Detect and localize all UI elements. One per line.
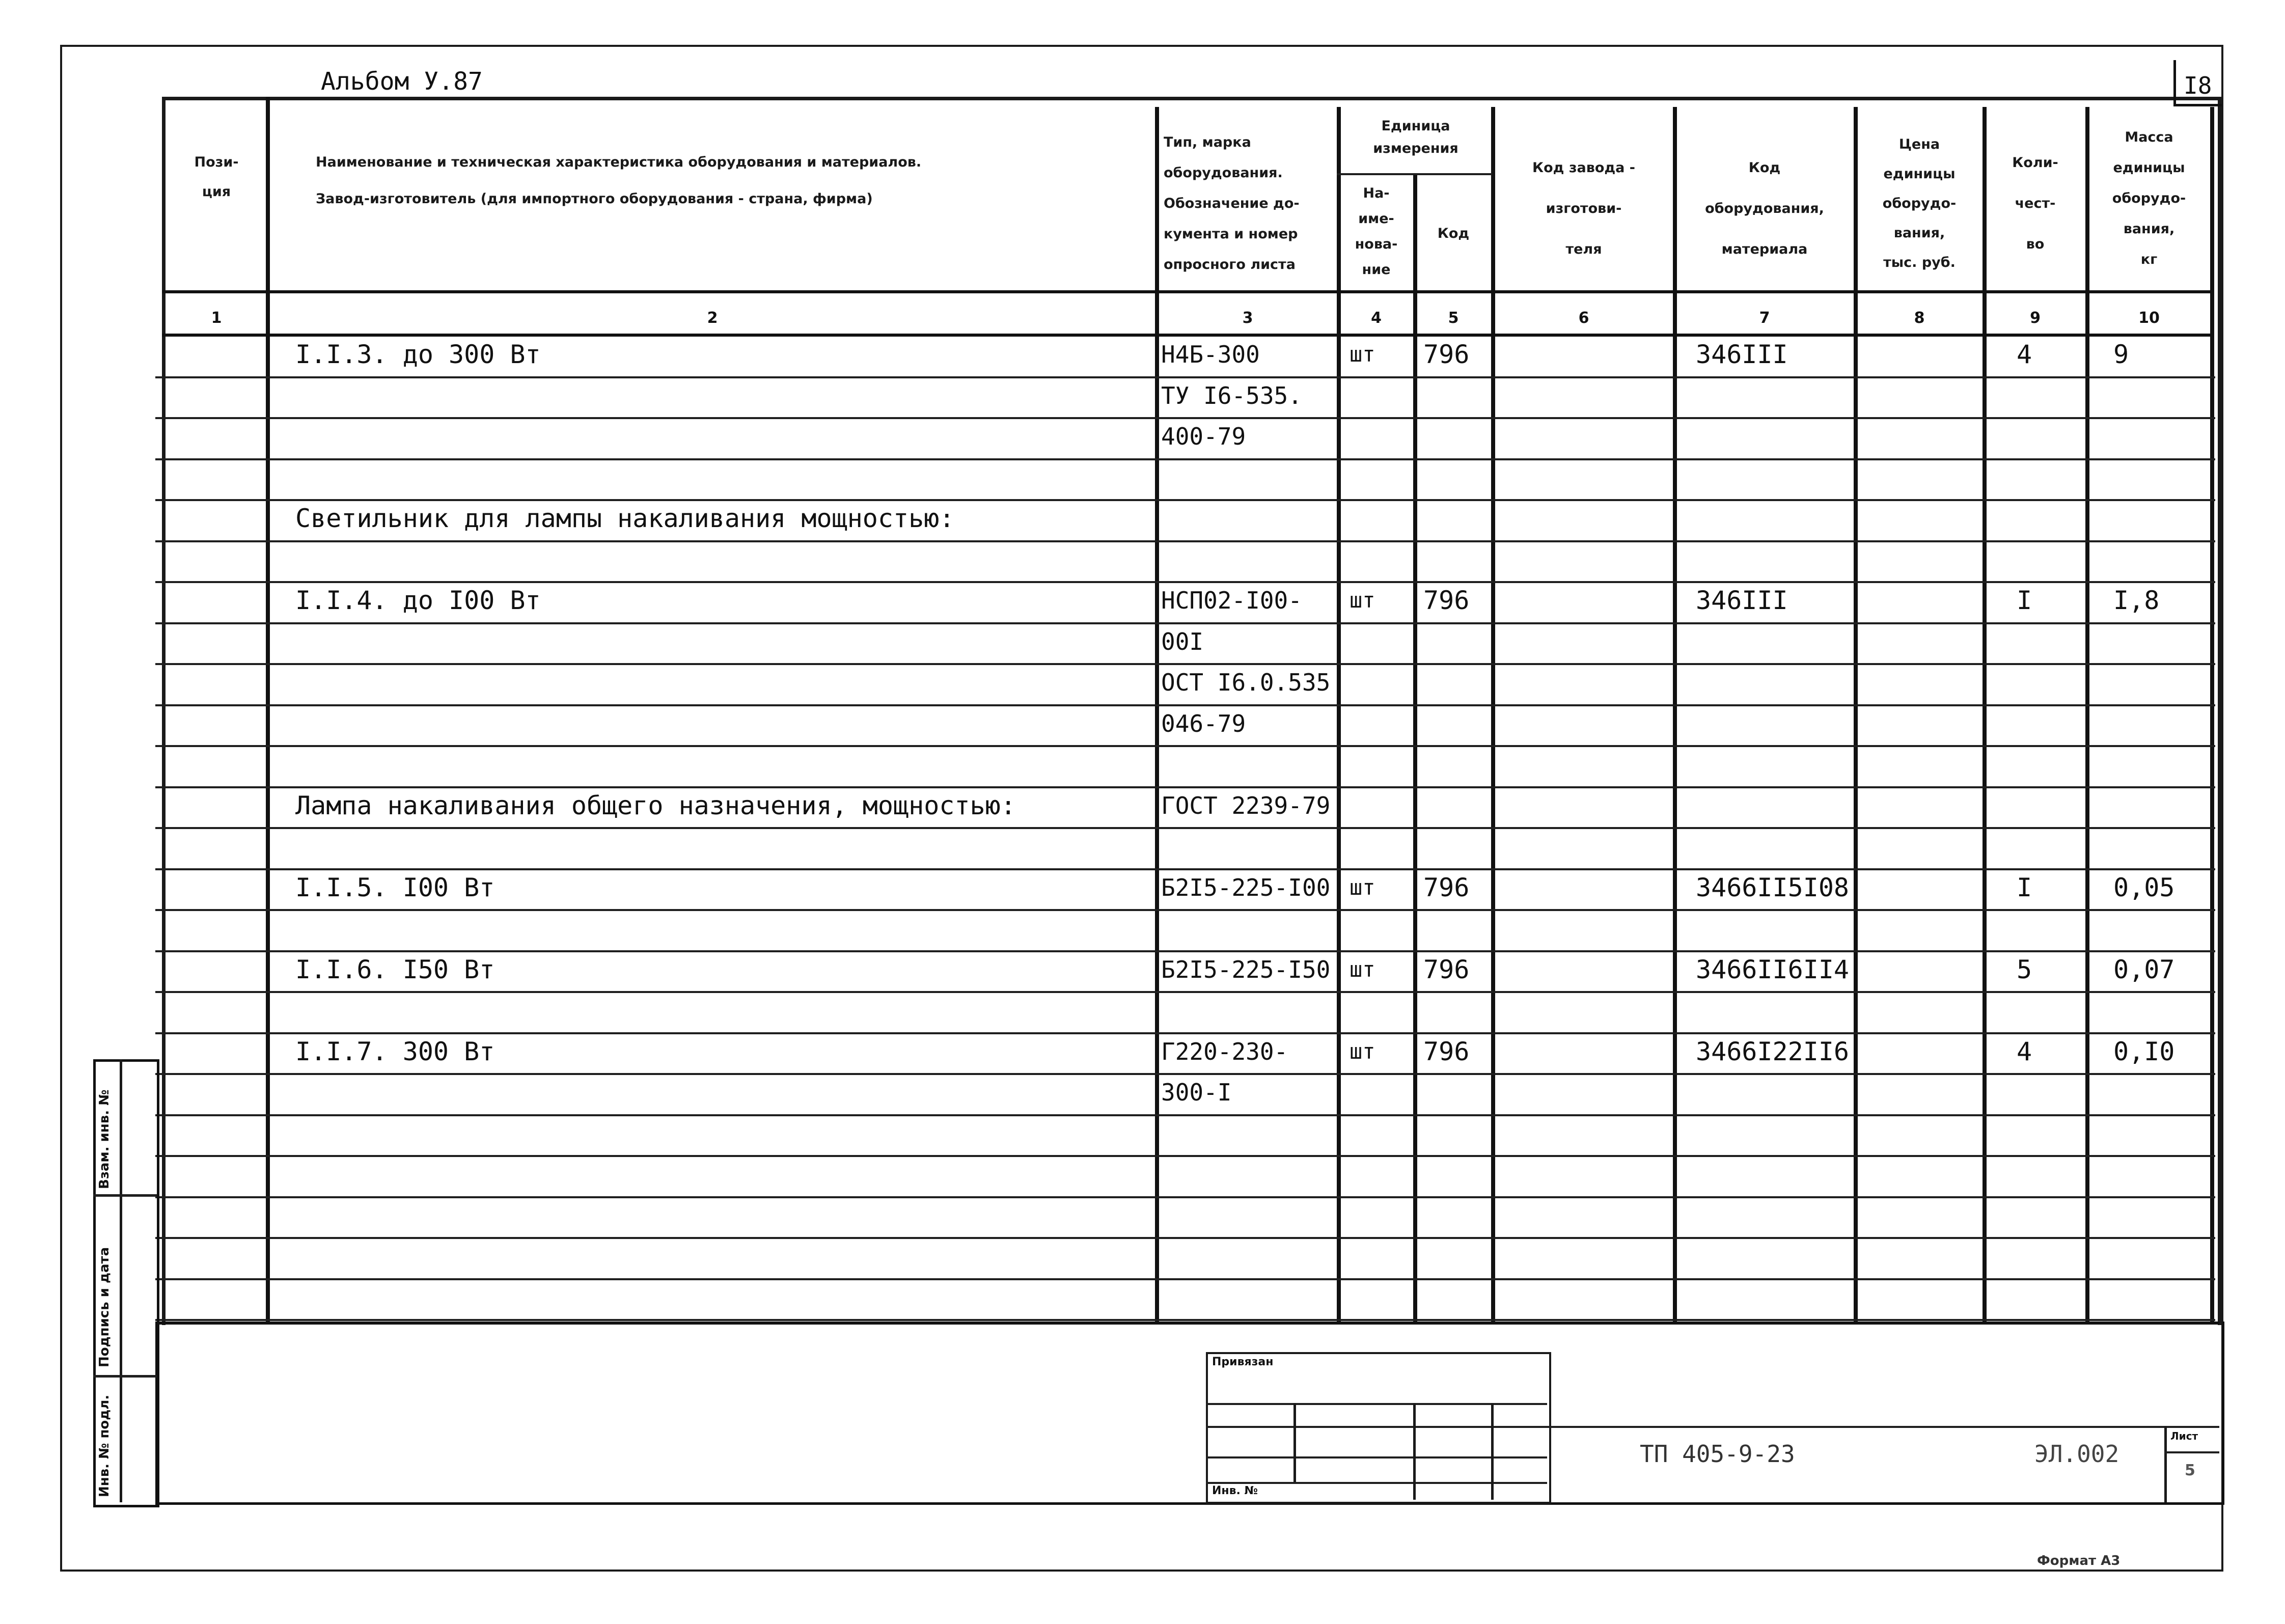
header-unit-name: На- име- нова- ние (1355, 185, 1398, 278)
cell-c7: 346III (1696, 586, 1788, 615)
cell-c3: ОСТ I6.0.535 (1161, 669, 1331, 696)
cell-c10: 0,I0 (2113, 1036, 2175, 1066)
cell-c7: 3466I22II6 (1696, 1036, 1850, 1066)
priv-line-2 (1206, 1426, 1547, 1428)
row-line (155, 581, 2215, 583)
side-label-vzam: Взам. инв. № (97, 1089, 112, 1189)
colnum-8: 8 (1914, 309, 1925, 327)
row-line (155, 1114, 2215, 1116)
side-label-inv: Инв. № подл. (97, 1394, 112, 1497)
cell-c3: 00I (1161, 627, 1204, 655)
cell-c4: шт (1350, 874, 1375, 900)
cell-c3: ГОСТ 2239-79 (1161, 791, 1331, 819)
cell-c10: 0,07 (2113, 954, 2175, 984)
row-line (155, 745, 2215, 747)
col-line-1 (266, 97, 270, 1322)
colnum-2: 2 (707, 309, 718, 327)
cell-c3: Б2I5-225-I00 (1161, 873, 1331, 901)
row-line (155, 1073, 2215, 1075)
cell-c3: Б2I5-225-I50 (1161, 955, 1331, 983)
cell-c10: 0,05 (2113, 872, 2175, 902)
cell-c2: I.I.6. I50 Вт (295, 954, 495, 984)
header-position: Пози- ция (194, 154, 239, 200)
document-code: ЭЛ.002 (2034, 1440, 2119, 1468)
side-label-podpis: Подпись и дата (97, 1247, 112, 1367)
cell-c10: 9 (2113, 340, 2129, 369)
cell-c9: I (2017, 586, 2032, 615)
cell-c2: I.I.5. I00 Вт (295, 872, 495, 902)
row-line (155, 376, 2215, 378)
colnum-5: 5 (1448, 309, 1459, 327)
inv-no-label: Инв. № (1212, 1484, 1258, 1497)
row-line (155, 1155, 2215, 1157)
row-line (155, 1032, 2215, 1034)
row-line (155, 663, 2215, 665)
cell-c3: 400-79 (1161, 423, 1246, 450)
row-line (155, 909, 2215, 911)
priv-vline-3 (1491, 1403, 1494, 1500)
stamp-top-line (1547, 1426, 2219, 1428)
cell-c3: 300-I (1161, 1079, 1232, 1106)
format-label: Формат А3 (2037, 1553, 2121, 1568)
row-line (155, 499, 2215, 501)
stamp-list-sep (2164, 1451, 2219, 1453)
colnum-4: 4 (1371, 309, 1382, 327)
side-sep-2 (93, 1375, 157, 1378)
cell-c9: 4 (2017, 340, 2032, 369)
cell-c4: шт (1350, 956, 1375, 982)
colnum-7: 7 (1759, 309, 1770, 327)
cell-c9: I (2017, 872, 2032, 902)
cell-c5: 796 (1423, 954, 1470, 984)
row-line (155, 622, 2215, 624)
row-line (155, 1278, 2215, 1280)
row-line (155, 991, 2215, 993)
cell-c2: Лампа накаливания общего назначения, мощностью: (295, 790, 1016, 820)
header-mass: Масса единицы оборудо- вания, кг (2112, 129, 2186, 267)
cell-c3: Н4Б-300 (1161, 341, 1260, 368)
col-line-10 (2210, 107, 2214, 1322)
project-number: ТП 405-9-23 (1640, 1440, 1795, 1468)
header-equipment-code: Код оборудования, материала (1705, 160, 1824, 257)
header-quantity: Коли- чест- во (2012, 155, 2058, 252)
sheet-number: I8 (2184, 72, 2212, 99)
row-line (155, 1319, 2215, 1321)
list-label: Лист (2170, 1430, 2198, 1442)
cell-c4: шт (1350, 1038, 1375, 1064)
unit-group-line (1337, 173, 1492, 175)
side-sep-1 (93, 1194, 157, 1197)
cell-c2: I.I.4. до I00 Вт (295, 586, 541, 615)
colnum-1: 1 (211, 309, 222, 327)
col-line-2 (1155, 107, 1159, 1322)
cell-c9: 4 (2017, 1036, 2032, 1066)
row-line (155, 458, 2215, 460)
cell-c7: 346III (1696, 340, 1788, 369)
colnum-3: 3 (1242, 309, 1253, 327)
cell-c2: I.I.7. 300 Вт (295, 1036, 495, 1066)
priv-line-4 (1206, 1482, 1547, 1484)
priv-line-3 (1206, 1456, 1547, 1458)
cell-c5: 796 (1423, 1036, 1470, 1066)
priv-line-1 (1206, 1403, 1547, 1405)
cell-c4: шт (1350, 588, 1375, 613)
row-line (155, 540, 2215, 542)
header-name: Наименование и техническая характеристика оборудования и материалов. Завод-изготовитель (для импортного оборудования - страна, фирма) (316, 154, 922, 207)
cell-c5: 796 (1423, 340, 1470, 369)
colnum-9: 9 (2030, 309, 2041, 327)
cell-c9: 5 (2017, 954, 2032, 984)
col-line-5 (1491, 107, 1495, 1322)
col-line-7 (1854, 107, 1858, 1322)
cell-c4: шт (1350, 342, 1375, 367)
row-line (155, 868, 2215, 870)
cell-c2: I.I.3. до 300 Вт (295, 340, 541, 369)
row-line (155, 1196, 2215, 1198)
row-line (155, 417, 2215, 419)
col-line-9 (2085, 107, 2089, 1322)
cell-c5: 796 (1423, 872, 1470, 902)
col-line-3 (1337, 107, 1341, 1322)
colnum-10: 10 (2138, 309, 2160, 327)
cell-c7: 3466II6II4 (1696, 954, 1850, 984)
cell-c3: ТУ I6-535. (1161, 381, 1302, 409)
cell-c5: 796 (1423, 586, 1470, 615)
header-unit-code: Код (1437, 226, 1470, 241)
col-line-8 (1983, 107, 1987, 1322)
cell-c3: НСП02-I00- (1161, 587, 1302, 614)
row-line (155, 704, 2215, 706)
priv-vline-2 (1413, 1403, 1416, 1500)
cell-c10: I,8 (2113, 586, 2160, 615)
priv-vline-1 (1293, 1403, 1296, 1482)
title-block (155, 1322, 2224, 1505)
header-price: Цена единицы оборудо- вания, тыс. руб. (1882, 136, 1957, 270)
header-bottom-line (162, 290, 2214, 293)
cell-c3: Г220-230- (1161, 1037, 1288, 1065)
row-line (155, 827, 2215, 829)
cell-c7: 3466II5I08 (1696, 872, 1850, 902)
cell-c2: Светильник для лампы накаливания мощностью: (295, 504, 955, 533)
stamp-list-line (2164, 1426, 2167, 1502)
side-inner-line (120, 1059, 122, 1502)
header-type: Тип, марка оборудования. Обозначение до- кумента и номер опросного листа (1164, 134, 1300, 272)
privyazan-block (1206, 1352, 1551, 1504)
colnum-6: 6 (1578, 309, 1589, 327)
row-line (155, 786, 2215, 788)
cell-c3: 046-79 (1161, 709, 1246, 737)
privyazan-label: Привязан (1212, 1356, 1274, 1368)
row-line (155, 1237, 2215, 1239)
col-line-6 (1673, 107, 1677, 1322)
col-line-4 (1413, 173, 1417, 1322)
album-title: Альбом У.87 (321, 67, 483, 96)
list-value: 5 (2185, 1462, 2195, 1479)
header-unit-group: Единица измерения (1373, 118, 1458, 156)
header-factory-code: Код завода - изготови- теля (1532, 160, 1635, 257)
row-line (155, 950, 2215, 952)
